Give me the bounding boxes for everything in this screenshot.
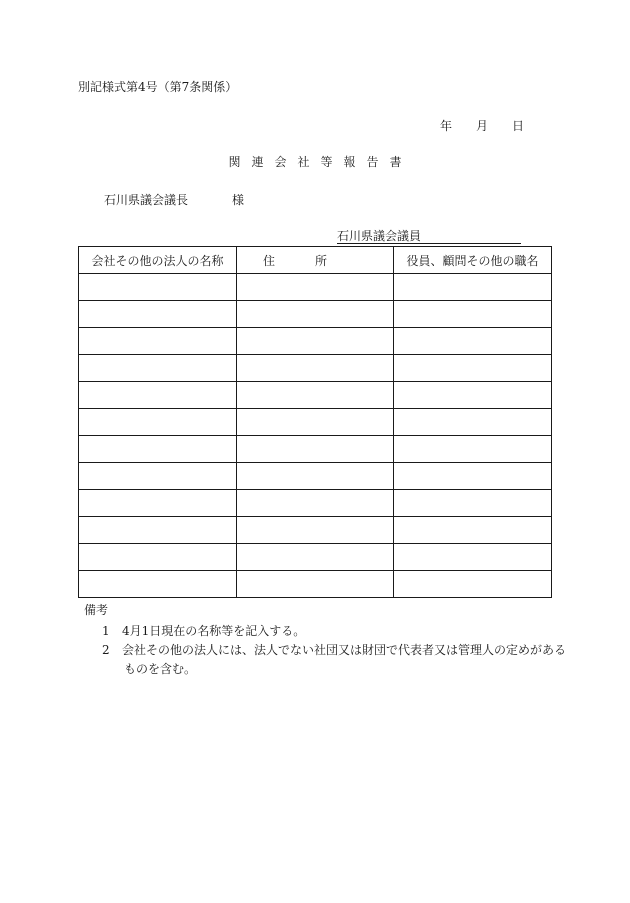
table-row [79,490,552,517]
cell-address[interactable] [237,355,394,382]
year-label: 年 [440,119,453,133]
note-number: 2 [102,643,110,657]
report-table [78,246,552,598]
note-item-1 [102,624,305,638]
cell-position[interactable] [394,517,552,544]
cell-company-name[interactable] [79,382,237,409]
date-line [440,119,524,133]
cell-position[interactable] [394,463,552,490]
cell-position[interactable] [394,382,552,409]
cell-address[interactable] [237,274,394,301]
addressee-name: 石川県議会議長 [104,193,189,207]
form-reference: 別記様式第4号（第7条関係） [78,80,238,94]
reporter-signature-line [337,229,521,244]
note-number: 1 [102,624,110,638]
day-label: 日 [512,119,525,133]
table-row [79,571,552,598]
note-item-2-continuation: ものを含む。 [124,662,197,676]
table-row [79,409,552,436]
cell-position[interactable] [394,355,552,382]
cell-position[interactable] [394,274,552,301]
cell-position[interactable] [394,544,552,571]
table-row [79,382,552,409]
table-row [79,328,552,355]
cell-position[interactable] [394,328,552,355]
cell-address[interactable] [237,382,394,409]
cell-position[interactable] [394,409,552,436]
reporter-label: 石川県議会議員 [337,229,422,243]
column-header-company-name: 会社その他の法人の名称 [79,247,237,274]
table-row [79,463,552,490]
column-header-address [237,247,394,274]
cell-address[interactable] [237,463,394,490]
cell-address[interactable] [237,301,394,328]
cell-address[interactable] [237,571,394,598]
note-text: 4月1日現在の名称等を記入する。 [122,624,306,638]
cell-company-name[interactable] [79,328,237,355]
cell-position[interactable] [394,490,552,517]
table-row [79,355,552,382]
cell-company-name[interactable] [79,301,237,328]
column-header-position: 役員、顧問その他の職名 [394,247,552,274]
cell-address[interactable] [237,517,394,544]
cell-position[interactable] [394,436,552,463]
cell-company-name[interactable] [79,355,237,382]
cell-company-name[interactable] [79,490,237,517]
table-row [79,436,552,463]
note-text: 会社その他の法人には、法人でない社団又は財団で代表者又は管理人の定めがある [122,643,567,657]
cell-position[interactable] [394,571,552,598]
notes-heading: 備考 [84,603,109,617]
cell-address[interactable] [237,328,394,355]
table-body [79,274,552,598]
document-title: 関連会社等報告書 [228,155,413,169]
cell-address[interactable] [237,436,394,463]
table-header-row [79,247,552,274]
cell-company-name[interactable] [79,436,237,463]
cell-company-name[interactable] [79,544,237,571]
cell-address[interactable] [237,544,394,571]
cell-company-name[interactable] [79,274,237,301]
note-item-2 [102,643,566,657]
month-label: 月 [476,119,489,133]
cell-company-name[interactable] [79,571,237,598]
column-header-address-label: 住所 [262,253,367,268]
table-row [79,544,552,571]
table-row [79,517,552,544]
cell-company-name[interactable] [79,463,237,490]
addressee-honorific: 様 [232,193,245,207]
table-row [79,301,552,328]
cell-company-name[interactable] [79,517,237,544]
cell-address[interactable] [237,490,394,517]
cell-company-name[interactable] [79,409,237,436]
table-row [79,274,552,301]
cell-address[interactable] [237,409,394,436]
cell-position[interactable] [394,301,552,328]
